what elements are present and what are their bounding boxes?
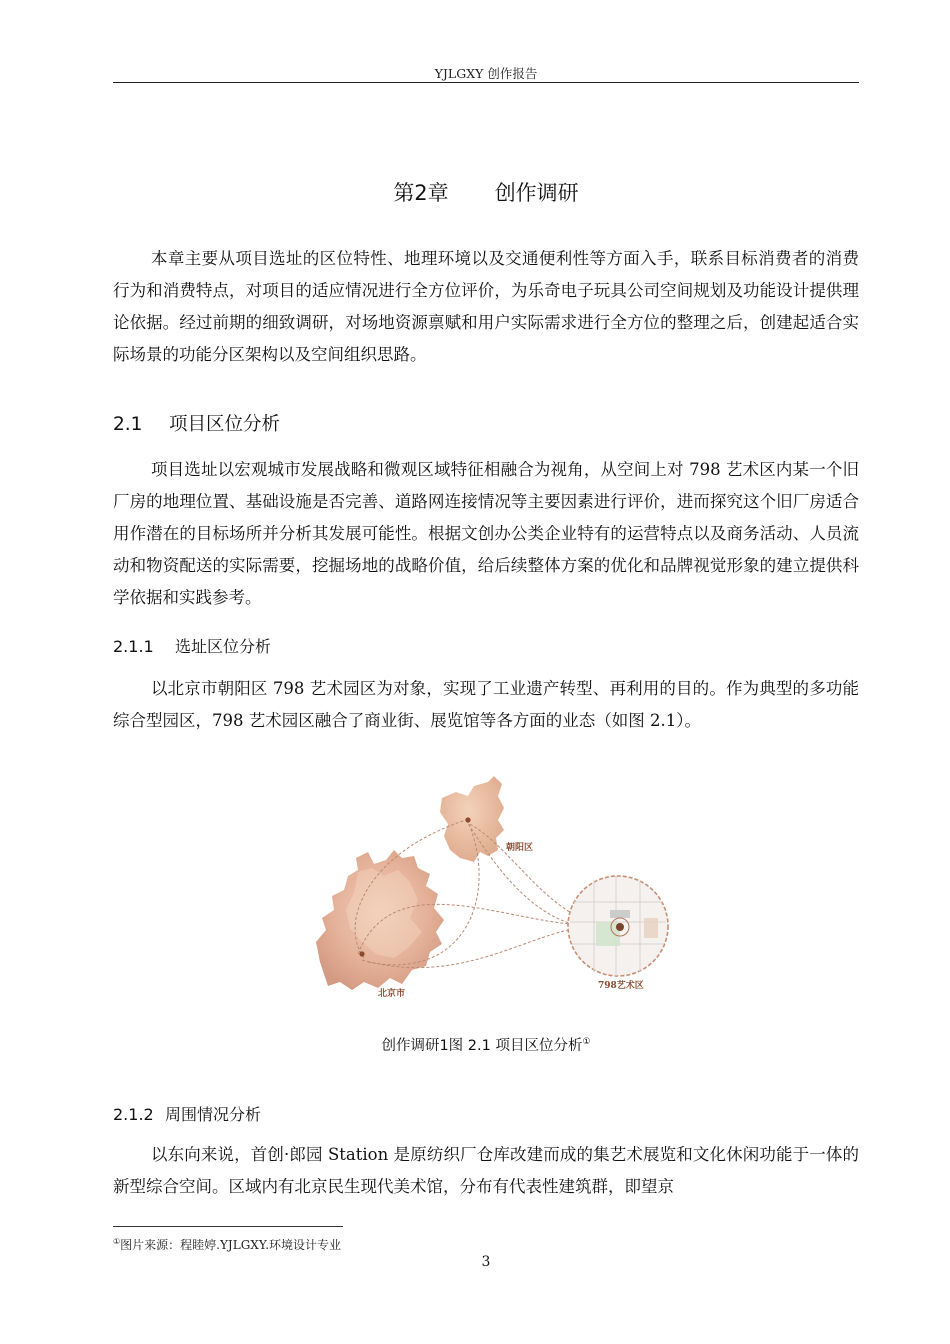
location-map-illustration xyxy=(298,772,678,1014)
figure-caption xyxy=(113,1034,859,1055)
district-798-label: 798艺术区 xyxy=(598,981,644,991)
location-analysis-figure xyxy=(298,772,678,1014)
running-header: YJLGXY 创作报告 xyxy=(434,66,538,81)
district-798-inset xyxy=(568,876,668,976)
footnote-mark: ① xyxy=(113,1237,121,1246)
footnote-text: 图片来源：程睦婷.YJLGXY.环境设计专业 xyxy=(120,1238,342,1252)
section-number: 2.1.2 xyxy=(113,1105,154,1124)
beijing-marker xyxy=(359,951,364,956)
caption-text: 创作调研1图 2.1 项目区位分析 xyxy=(381,1038,583,1054)
section-2-1-1-paragraph: 以北京市朝阳区 798 艺术园区为对象，实现了工业遗产转型、再利用的目的。作为典型的多功能综合型园区，798 艺术园区融合了商业街、展览馆等各方面的业态（如图 2.1）。 xyxy=(113,679,859,730)
section-number: 2.1.1 xyxy=(113,637,154,656)
header-rule xyxy=(113,82,859,83)
chapter-name: 创作调研 xyxy=(494,181,579,205)
footnote xyxy=(113,1236,341,1253)
section-title: 选址区位分析 xyxy=(175,637,272,656)
chapter-number: 第2章 xyxy=(393,181,449,205)
page-number: 3 xyxy=(481,1254,491,1270)
caption-footnote-mark: ① xyxy=(582,1037,591,1048)
intro-paragraph: 本章主要从项目选址的区位特性、地理环境以及交通便利性等方面入手，联系目标消费者的消费行为和消费特点，对项目的适应情况进行全方位评价，为乐奇电子玩具公司空间规划及功能设计提供理论依据。经过前期的细致调研，对场地资源禀赋和用户实际需求进行全方位的整理之后，创建起适合实际场景的功能分区架构以及空间组织思路。 xyxy=(113,249,859,364)
beijing-label: 北京市 xyxy=(378,989,406,999)
chaoyang-marker xyxy=(465,817,470,822)
section-number: 2.1 xyxy=(113,414,143,435)
section-title: 周围情况分析 xyxy=(165,1105,262,1124)
section-2-1-2-paragraph: 以东向来说，首创·郎园 Station 是原纺织厂仓库改建而成的集艺术展览和文化休闲功能于一体的新型综合空间。区域内有北京民生现代美术馆，分布有代表性建筑群，即望京 xyxy=(113,1145,859,1196)
section-heading-2-1-2 xyxy=(113,1102,261,1125)
chaoyang-map-shape xyxy=(440,776,504,862)
section-title: 项目区位分析 xyxy=(169,414,281,435)
section-heading-2-1 xyxy=(113,410,280,436)
chapter-title xyxy=(113,177,859,207)
footnote-rule xyxy=(113,1226,343,1227)
section-2-1-paragraph: 项目选址以宏观城市发展战略和微观区域特征相融合为视角，从空间上对 798 艺术区内某一个旧厂房的地理位置、基础设施是否完善、道路网连接情况等主要因素进行评价，进而探究这个旧厂房适合用作潜在的目标场所并分析其发展可能性。根据文创办公类企业特有的运营特点以及商务活动、人员流动和物资配送的实际需要，挖掘场地的战略价值，给后续整体方案的优化和品牌视觉形象的建立提供科学依据和实践参考。 xyxy=(113,460,859,607)
section-heading-2-1-1 xyxy=(113,634,271,657)
chaoyang-label: 朝阳区 xyxy=(506,843,534,853)
